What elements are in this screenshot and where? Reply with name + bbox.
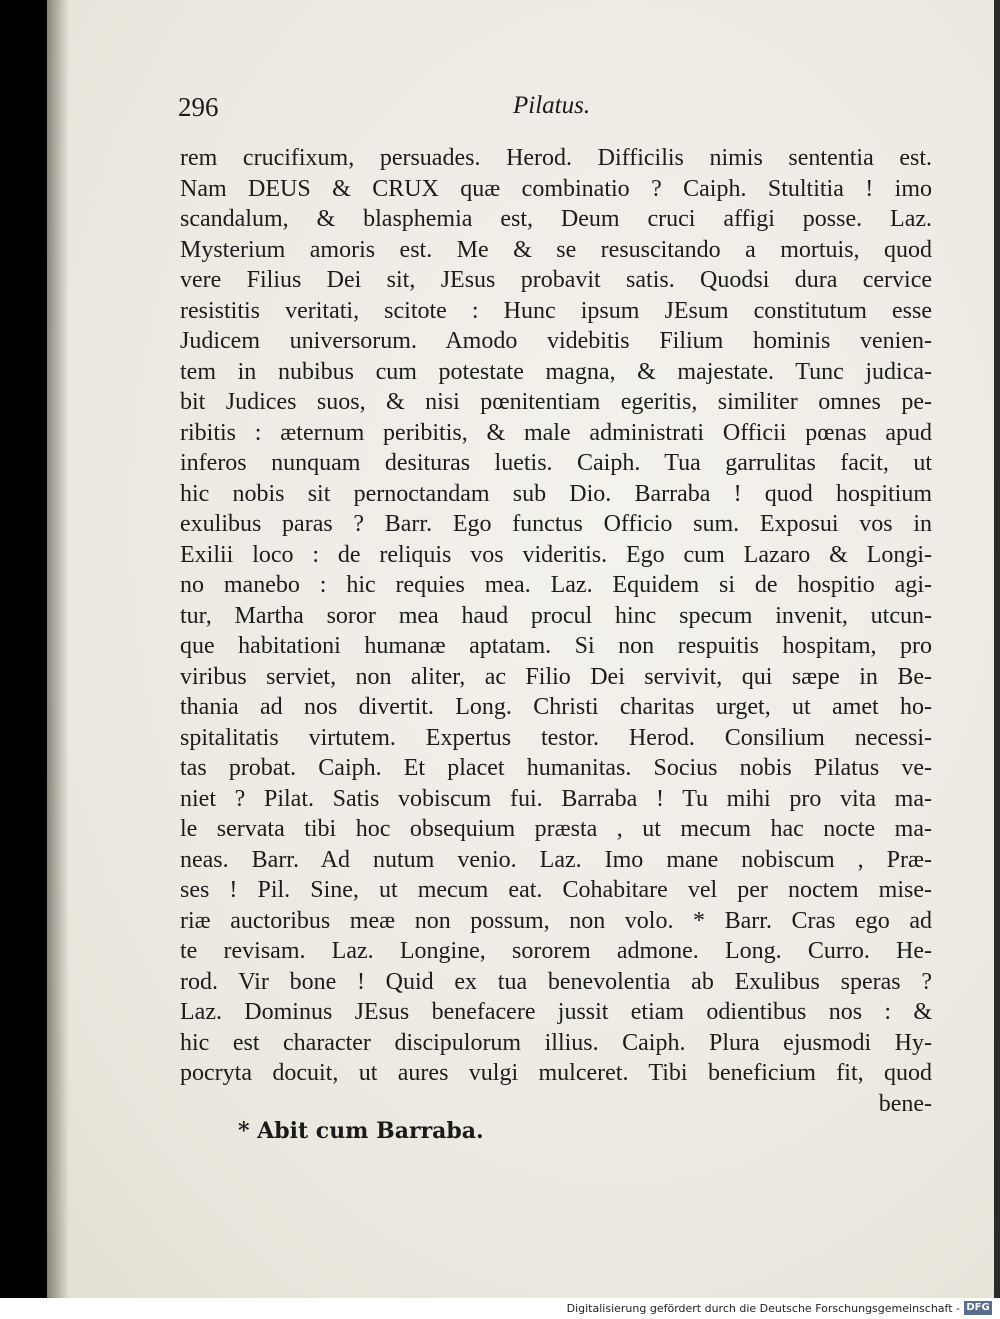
text-line: scandalum, & blasphemia est, Deum cruci affigi posse. Laz.	[180, 206, 932, 232]
text-line: te revisam. Laz. Longine, sororem admone. Long. Curro. He-	[180, 938, 932, 964]
text-line: spitalitatis virtutem. Expertus testor. Herod. Consilium necessi-	[180, 724, 932, 751]
text-line: rod. Vir bone ! Quid ex tua benevolentia ab Exulibus speras ?	[180, 968, 932, 995]
text-line: riæ auctoribus meæ non possum, non volo. * Barr. Cras ego ad	[180, 907, 932, 934]
text-line: tem in nubibus cum potestate magna, & majestate. Tunc judica-	[180, 358, 932, 385]
text-line: Exilii loco : de reliquis vos videritis. Ego cum Lazaro & Longi-	[180, 541, 932, 568]
text-line: rem crucifixum, persuades. Herod. Difficilis nimis sententia est.	[180, 145, 932, 171]
text-line: bit Judices suos, & nisi pœnitentiam egeritis, similiter omnes pe-	[180, 389, 932, 415]
spine-shadow	[47, 0, 69, 1298]
dfg-logo[interactable]: DFG	[964, 1301, 992, 1315]
catchword: bene-	[878, 1090, 932, 1117]
text-line: Mysterium amoris est. Me & se resuscitando a mortuis, quod	[180, 236, 932, 263]
text-line: pocryta docuit, ut aures vulgi mulceret. Tibi beneficium fit, quod	[180, 1060, 932, 1086]
running-head	[178, 92, 938, 132]
page-edge	[994, 0, 1000, 1298]
text-line: tas probat. Caiph. Et placet humanitas. Socius nobis Pilatus ve-	[180, 755, 932, 781]
text-line: le servata tibi hoc obsequium præsta , ut mecum hac nocte ma-	[180, 816, 932, 842]
text-line: Judicem universorum. Amodo videbitis Filium hominis venien-	[180, 328, 932, 354]
body-text	[180, 143, 932, 1119]
text-line: thania ad nos divertit. Long. Christi charitas urget, ut amet ho-	[180, 694, 932, 720]
text-line: neas. Barr. Ad nutum venio. Laz. Imo mane nobiscum , Præ-	[180, 846, 932, 873]
text-line: tur, Martha soror mea haud procul hinc specum invenit, utcun-	[180, 602, 932, 629]
text-line: ribitis : æternum peribitis, & male administrati Officii pœnas apud	[180, 419, 932, 446]
text-line: hic est character discipulorum illius. Caiph. Plura ejusmodi Hy-	[180, 1029, 932, 1056]
page-number: 296	[178, 92, 219, 122]
text-line: hic nobis sit pernoctandam sub Dio. Barraba ! quod hospitium	[180, 480, 932, 507]
running-title: Pilatus.	[513, 92, 591, 119]
text-line: Laz. Dominus JEsus benefacere jussit etiam odientibus nos : &	[180, 999, 932, 1025]
text-line: inferos nunquam desituras luetis. Caiph. Tua garrulitas facit, ut	[180, 450, 932, 476]
text-line: resistitis veritati, scitote : Hunc ipsum JEsum constitutum esse	[180, 297, 932, 324]
text-line: que habitationi humanæ aptatam. Si non respuitis hospitam, pro	[180, 633, 932, 659]
text-line: exulibus paras ? Barr. Ego functus Officio sum. Exposui vos in	[180, 511, 932, 537]
text-line: niet ? Pilat. Satis vobiscum fui. Barraba ! Tu mihi pro vita ma-	[180, 785, 932, 812]
text-line: viribus serviet, non aliter, ac Filio Dei servivit, qui sæpe in Be-	[180, 663, 932, 690]
text-line: no manebo : hic requies mea. Laz. Equidem si de hospitio agi-	[180, 572, 932, 598]
digitization-credit: Digitalisierung gefördert durch die Deutsche Forschungsgemeinschaft -	[566, 1302, 960, 1315]
text-line: vere Filius Dei sit, JEsus probavit satis. Quodsi dura cervice	[180, 267, 932, 293]
text-line: Nam DEUS & CRUX quæ combinatio ? Caiph. Stultitia ! imo	[180, 175, 932, 202]
text-line: ses ! Pil. Sine, ut mecum eat. Cohabitare vel per noctem mise-	[180, 877, 932, 903]
footnote: * Abit cum Barraba.	[238, 1118, 484, 1144]
